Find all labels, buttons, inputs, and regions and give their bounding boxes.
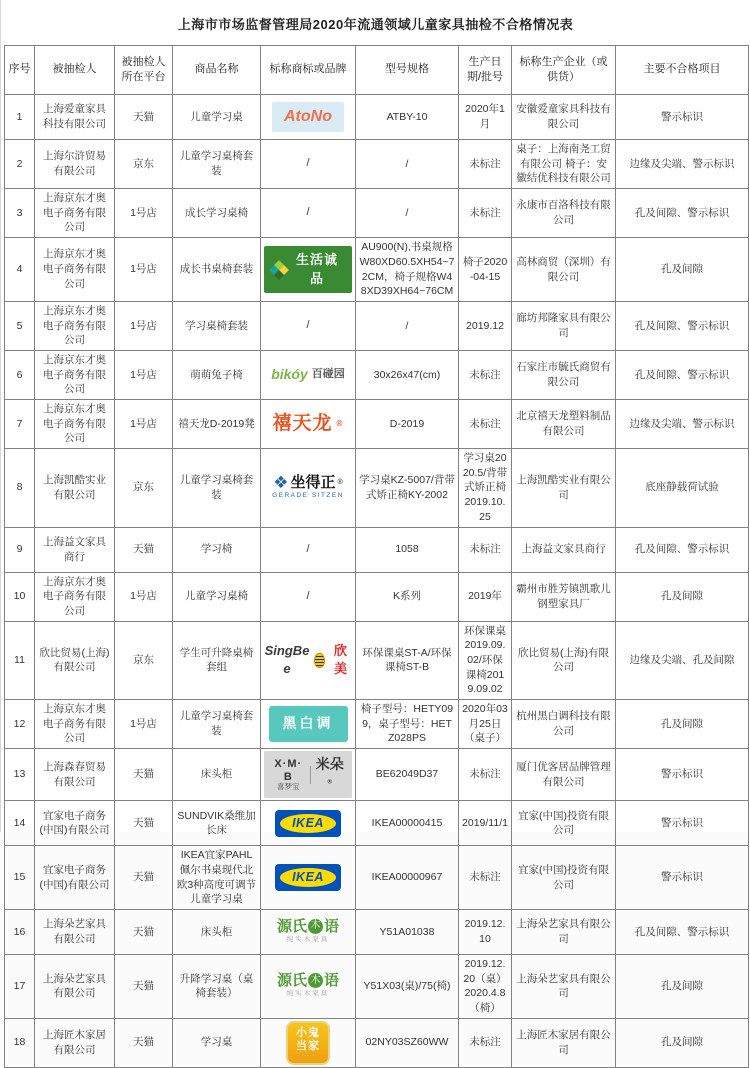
table-row <box>5 749 749 801</box>
ikea-logo: IKEA <box>275 864 341 891</box>
cell-brand <box>261 350 356 399</box>
cell-platform: 1号店 <box>115 189 173 238</box>
cell-manufacturer: 上海凯酷实业有限公司 <box>512 449 616 527</box>
cell-production-date: 2019.12.20（桌）2020.4.8（椅） <box>459 955 512 1019</box>
cell-brand <box>261 140 356 189</box>
bee-icon <box>314 653 325 668</box>
cell-serial: 9 <box>5 527 35 572</box>
cell-production-date: 2020年03月25日（桌子） <box>459 700 512 749</box>
zuodezheng-logo: ❖ 坐得正 ® GERADE SITZEN <box>272 472 344 499</box>
cell-brand <box>261 801 356 846</box>
cell-production-date: 未标注 <box>459 400 512 449</box>
cell-serial: 7 <box>5 400 35 449</box>
cell-serial: 12 <box>5 700 35 749</box>
cell-serial: 6 <box>5 350 35 399</box>
shenghuochengpin-logo: 生活诚品 <box>264 246 352 292</box>
cell-platform: 1号店 <box>115 400 173 449</box>
cell-serial: 14 <box>5 801 35 846</box>
cell-defect-items: 边缘及尖端、孔及间隙 <box>616 621 749 699</box>
cell-defect-items: 孔及间隙 <box>616 955 749 1019</box>
cell-model-spec: 学习桌KZ-5007/背带式矫正椅KY-2002 <box>356 449 459 527</box>
cell-model-spec: K系列 <box>356 572 459 621</box>
header-model-spec: 型号规格 <box>356 46 459 95</box>
cell-production-date: 环保课桌2019.09.02/环保课椅2019.09.02 <box>459 621 512 699</box>
xiaoguidangjia-logo: 小鬼 当家 · · · · · <box>286 1021 330 1065</box>
cell-brand <box>261 449 356 527</box>
header-product-name: 商品名称 <box>173 46 261 95</box>
cell-inspected-party: 上海京东才奥电子商务有限公司 <box>35 238 115 302</box>
header-production-date: 生产日期/批号 <box>459 46 512 95</box>
cell-production-date: 未标注 <box>459 189 512 238</box>
cell-defect-items: 边缘及尖端、警示标识 <box>616 140 749 189</box>
cell-inspected-party: 宜家电子商务(中国)有限公司 <box>35 801 115 846</box>
table-row <box>5 95 749 140</box>
cell-defect-items: 孔及间隙、警示标识 <box>616 189 749 238</box>
cell-manufacturer: 上海朵艺家具有限公司 <box>512 910 616 955</box>
cell-platform: 天猫 <box>115 955 173 1019</box>
cell-defect-items: 警示标识 <box>616 801 749 846</box>
header-defect-items: 主要不合格项目 <box>616 46 749 95</box>
yuanshi-muyu-logo: 源氏 木 语 纯实木家具 <box>276 917 340 943</box>
cell-defect-items: 孔及间隙、警示标识 <box>616 350 749 399</box>
cell-product-name: 儿童学习桌椅 <box>173 572 261 621</box>
cell-platform: 1号店 <box>115 301 173 350</box>
table-row <box>5 238 749 302</box>
cell-platform: 京东 <box>115 140 173 189</box>
cell-production-date: 2019/11/1 <box>459 801 512 846</box>
cell-production-date: 未标注 <box>459 1018 512 1067</box>
cell-inspected-party: 上海益文家具商行 <box>35 527 115 572</box>
cell-production-date: 2020年1月 <box>459 95 512 140</box>
cell-platform: 1号店 <box>115 700 173 749</box>
cell-defect-items: 孔及间隙 <box>616 1018 749 1067</box>
cell-product-name: 儿童学习桌椅套装 <box>173 140 261 189</box>
cell-platform: 京东 <box>115 621 173 699</box>
cell-serial: 1 <box>5 95 35 140</box>
cell-model-spec: / <box>356 301 459 350</box>
cell-brand <box>261 700 356 749</box>
brand-slash: / <box>306 589 310 602</box>
cell-product-name: 成长学习桌椅 <box>173 189 261 238</box>
brand-slash: / <box>306 319 310 332</box>
inspection-table <box>4 45 749 1068</box>
cell-defect-items: 孔及间隙 <box>616 238 749 302</box>
cell-inspected-party: 上海朵艺家具有限公司 <box>35 955 115 1019</box>
cell-inspected-party: 欣比贸易(上海)有限公司 <box>35 621 115 699</box>
cell-manufacturer: 廊坊邦隆家具有限公司 <box>512 301 616 350</box>
cell-product-name: 学习桌椅套装 <box>173 301 261 350</box>
cell-inspected-party: 上海朵艺家具有限公司 <box>35 910 115 955</box>
cell-manufacturer: 欣比贸易(上海)有限公司 <box>512 621 616 699</box>
cell-brand <box>261 910 356 955</box>
cell-platform: 1号店 <box>115 350 173 399</box>
table-row <box>5 301 749 350</box>
ximengbao-miduo-logo: X·M·B 喜梦宝 米朵® <box>264 751 352 798</box>
cell-model-spec: D-2019 <box>356 400 459 449</box>
atono-logo: AtoNo <box>272 102 344 132</box>
cell-brand <box>261 846 356 910</box>
cell-product-name: 学习椅 <box>173 527 261 572</box>
cell-defect-items: 孔及间隙 <box>616 700 749 749</box>
cell-serial: 13 <box>5 749 35 801</box>
cell-model-spec: 1058 <box>356 527 459 572</box>
cell-inspected-party: 上海森春贸易有限公司 <box>35 749 115 801</box>
cell-defect-items: 孔及间隙、警示标识 <box>616 301 749 350</box>
cell-defect-items: 警示标识 <box>616 846 749 910</box>
cell-brand <box>261 95 356 140</box>
cell-model-spec: AU900(N),书桌规格W80XD60.5XH54~72CM，椅子规格W48XD39XH64~76CM <box>356 238 459 302</box>
divider <box>310 766 311 784</box>
brand-slash: / <box>306 206 310 219</box>
cell-manufacturer: 宜家(中国)投资有限公司 <box>512 801 616 846</box>
cell-defect-items: 孔及间隙、警示标识 <box>616 910 749 955</box>
cell-brand <box>261 955 356 1019</box>
cell-production-date: 2019.12 <box>459 301 512 350</box>
table-row <box>5 801 749 846</box>
cell-platform: 京东 <box>115 449 173 527</box>
cell-inspected-party: 上海京东才奥电子商务有限公司 <box>35 189 115 238</box>
cell-product-name: 禧天龙D-2019凳 <box>173 400 261 449</box>
cell-brand <box>261 572 356 621</box>
cell-inspected-party: 上海京东才奥电子商务有限公司 <box>35 700 115 749</box>
cell-platform: 天猫 <box>115 749 173 801</box>
header-manufacturer: 标称生产企业（或供货） <box>512 46 616 95</box>
cell-serial: 3 <box>5 189 35 238</box>
cell-manufacturer: 上海朵艺家具有限公司 <box>512 955 616 1019</box>
yuanshi-muyu-logo: 源氏 木 语 纯实木家具 <box>276 972 340 998</box>
cell-manufacturer: 霸州市胜芳镇凯歌儿钢塑家具厂 <box>512 572 616 621</box>
cell-production-date: 未标注 <box>459 350 512 399</box>
cell-serial: 4 <box>5 238 35 302</box>
cell-serial: 15 <box>5 846 35 910</box>
cell-brand <box>261 527 356 572</box>
cell-production-date: 未标注 <box>459 846 512 910</box>
cell-production-date: 未标注 <box>459 527 512 572</box>
cell-production-date: 椅子2020-04-15 <box>459 238 512 302</box>
cell-production-date: 未标注 <box>459 140 512 189</box>
cell-serial: 11 <box>5 621 35 699</box>
brand-slash: / <box>306 542 310 555</box>
table-row <box>5 910 749 955</box>
cell-model-spec: / <box>356 140 459 189</box>
cell-production-date: 未标注 <box>459 749 512 801</box>
cell-manufacturer: 宜家(中国)投资有限公司 <box>512 846 616 910</box>
cell-model-spec: BE62049D37 <box>356 749 459 801</box>
cell-production-date: 2019.12.10 <box>459 910 512 955</box>
cell-product-name: 床头柜 <box>173 910 261 955</box>
cell-product-name: 儿童学习桌椅套装 <box>173 700 261 749</box>
table-row <box>5 621 749 699</box>
cell-model-spec: Y51X03(桌)/75(椅) <box>356 955 459 1019</box>
table-row <box>5 1018 749 1067</box>
cell-model-spec: ATBY-10 <box>356 95 459 140</box>
cell-inspected-party: 上海爱童家具科技有限公司 <box>35 95 115 140</box>
cell-manufacturer: 永康市百洛科技有限公司 <box>512 189 616 238</box>
cell-product-name: 成长书桌椅套装 <box>173 238 261 302</box>
cell-product-name: 学生可升降桌椅套组 <box>173 621 261 699</box>
table-row <box>5 846 749 910</box>
header-brand: 标称商标或品牌 <box>261 46 356 95</box>
cell-serial: 5 <box>5 301 35 350</box>
cell-production-date: 学习桌2020.5/背带式矫正椅2019.10.25 <box>459 449 512 527</box>
wood-circle-icon: 木 <box>308 973 323 988</box>
cell-model-spec: 椅子型号：HETY099，桌子型号：HETZ028PS <box>356 700 459 749</box>
table-row <box>5 400 749 449</box>
cell-brand <box>261 1018 356 1067</box>
table-row <box>5 700 749 749</box>
cell-platform: 天猫 <box>115 1018 173 1067</box>
cell-model-spec: Y51A01038 <box>356 910 459 955</box>
singbee-logo: SingBee 欣美 <box>264 643 347 677</box>
cell-brand <box>261 400 356 449</box>
cell-model-spec: IKEA00000415 <box>356 801 459 846</box>
cell-manufacturer: 安徽爱童家具科技有限公司 <box>512 95 616 140</box>
heibaidiao-logo: 黑白调 <box>269 706 348 742</box>
cell-production-date: 2019年 <box>459 572 512 621</box>
cell-platform: 1号店 <box>115 238 173 302</box>
cell-manufacturer: 上海益文家具商行 <box>512 527 616 572</box>
bikoy-logo: bikóy 百碰园 <box>271 366 345 383</box>
cell-serial: 2 <box>5 140 35 189</box>
table-row <box>5 955 749 1019</box>
cell-model-spec: IKEA00000967 <box>356 846 459 910</box>
header-serial: 序号 <box>5 46 35 95</box>
cell-product-name: IKEA宜家PAHL佩尔书桌现代北欧3种高度可调节儿童学习桌 <box>173 846 261 910</box>
page-title: 上海市市场监督管理局2020年流通领域儿童家具抽检不合格情况表 <box>177 17 574 32</box>
cell-serial: 17 <box>5 955 35 1019</box>
cell-product-name: 学习桌 <box>173 1018 261 1067</box>
cell-defect-items: 警示标识 <box>616 749 749 801</box>
cell-model-spec: 30x26x47(cm) <box>356 350 459 399</box>
table-row <box>5 189 749 238</box>
cell-platform: 天猫 <box>115 801 173 846</box>
cell-model-spec: 环保课桌ST-A/环保课椅ST-B <box>356 621 459 699</box>
header-inspected-party: 被抽检人 <box>35 46 115 95</box>
cell-manufacturer: 高林商贸（深圳）有限公司 <box>512 238 616 302</box>
cell-serial: 8 <box>5 449 35 527</box>
cell-manufacturer: 杭州黑白调科技有限公司 <box>512 700 616 749</box>
cell-product-name: 升降学习桌（桌椅套装） <box>173 955 261 1019</box>
cell-brand <box>261 238 356 302</box>
cell-platform: 1号店 <box>115 572 173 621</box>
cell-product-name: SUNDVIK桑维加长床 <box>173 801 261 846</box>
wood-circle-icon: 木 <box>308 919 323 934</box>
cell-defect-items: 边缘及尖端、警示标识 <box>616 400 749 449</box>
cell-product-name: 儿童学习桌 <box>173 95 261 140</box>
cell-brand <box>261 749 356 801</box>
cell-inspected-party: 宜家电子商务(中国)有限公司 <box>35 846 115 910</box>
header-row <box>5 46 749 95</box>
cell-inspected-party: 上海凯酷实业有限公司 <box>35 449 115 527</box>
cell-brand <box>261 621 356 699</box>
cell-brand <box>261 301 356 350</box>
table-row <box>5 527 749 572</box>
cell-platform: 天猫 <box>115 910 173 955</box>
table-row <box>5 140 749 189</box>
cell-manufacturer: 厦门优客居品牌管理有限公司 <box>512 749 616 801</box>
cell-brand <box>261 189 356 238</box>
cell-inspected-party: 上海京东才奥电子商务有限公司 <box>35 400 115 449</box>
cell-serial: 18 <box>5 1018 35 1067</box>
ikea-logo: IKEA <box>275 810 341 837</box>
cell-inspected-party: 上海京东才奥电子商务有限公司 <box>35 572 115 621</box>
table-row <box>5 350 749 399</box>
header-platform: 被抽检人所在平台 <box>115 46 173 95</box>
cell-model-spec: 02NY03SZ60WW <box>356 1018 459 1067</box>
cell-platform: 天猫 <box>115 95 173 140</box>
cell-inspected-party: 上海尔浒贸易有限公司 <box>35 140 115 189</box>
cell-manufacturer: 北京禧天龙塑料制品有限公司 <box>512 400 616 449</box>
cell-model-spec: / <box>356 189 459 238</box>
cell-manufacturer: 石家庄市毓氏商贸有限公司 <box>512 350 616 399</box>
cell-inspected-party: 上海京东才奥电子商务有限公司 <box>35 350 115 399</box>
table-row <box>5 572 749 621</box>
cell-product-name: 床头柜 <box>173 749 261 801</box>
cell-defect-items: 孔及间隙 <box>616 572 749 621</box>
cell-defect-items: 底座静载荷试验 <box>616 449 749 527</box>
table-row <box>5 449 749 527</box>
cell-platform: 天猫 <box>115 846 173 910</box>
cell-manufacturer: 上海匠木家居有限公司 <box>512 1018 616 1067</box>
cell-serial: 16 <box>5 910 35 955</box>
cube-icon: ❖ <box>273 472 289 492</box>
cell-inspected-party: 上海匠木家居有限公司 <box>35 1018 115 1067</box>
brand-slash: / <box>306 157 310 170</box>
cell-inspected-party: 上海京东才奥电子商务有限公司 <box>35 301 115 350</box>
cell-product-name: 萌萌兔子椅 <box>173 350 261 399</box>
cell-defect-items: 孔及间隙、警示标识 <box>616 527 749 572</box>
cell-manufacturer: 桌子：上海南尧工贸有限公司 椅子：安徽结优科技有限公司 <box>512 140 616 189</box>
cell-defect-items: 警示标识 <box>616 95 749 140</box>
xitianlong-logo: 禧天龙 ® <box>272 412 344 434</box>
diamond-icon <box>269 260 289 280</box>
cell-platform: 天猫 <box>115 527 173 572</box>
cell-serial: 10 <box>5 572 35 621</box>
cell-product-name: 儿童学习桌椅套装 <box>173 449 261 527</box>
